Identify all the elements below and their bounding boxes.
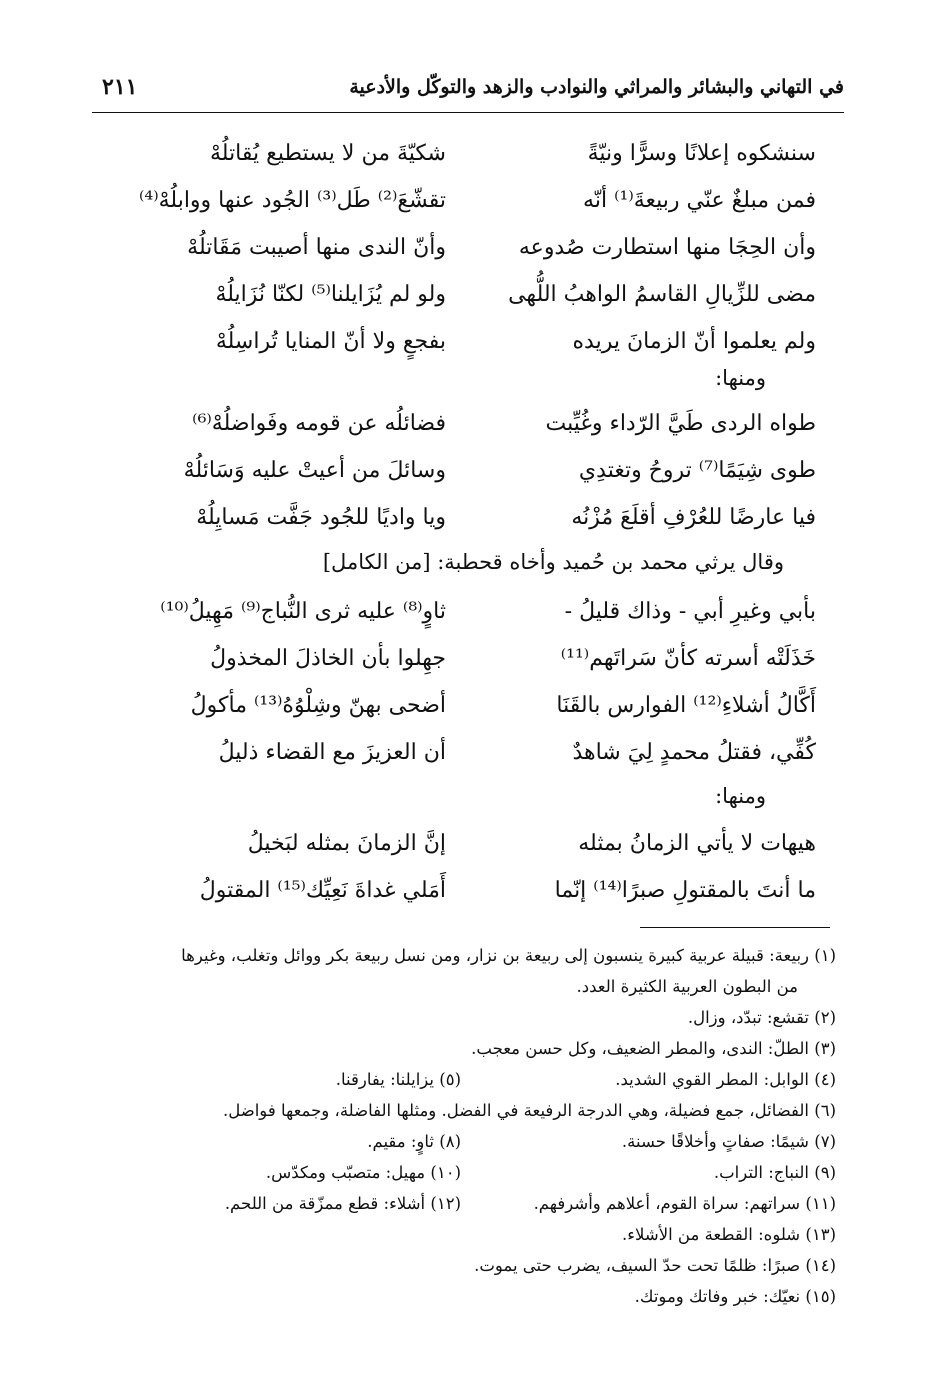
- footnote-9: (٩) النباج: التراب.: [713, 1163, 836, 1182]
- verse-second-hemistich: أَمَلي غداةَ نَعِيِّك⁽¹⁵⁾ المقتولُ: [199, 878, 446, 903]
- verse-line: [126, 731, 816, 778]
- verse-second-hemistich: فضائلُه عن قومه وفَواضلُهْ⁽⁶⁾: [192, 411, 446, 436]
- verse-line: [126, 320, 816, 367]
- verse-line: [126, 402, 816, 449]
- footnote-5: (٥) يزايلنا: يفارقنا.: [335, 1070, 461, 1089]
- verse-first-hemistich: فيا عارضًا للعُرْفِ أقلَعَ مُزْنُه: [571, 505, 816, 530]
- section-label: ومنها:: [715, 366, 766, 390]
- verse-first-hemistich: وأن الحِجَا منها استطارت صُدوعه: [518, 235, 816, 260]
- footnote-6: (٦) الفضائل، جمع فضيلة، وهي الدرجة الرفيعة في الفضل. ومثلها الفاضلة، وجمعها فواضل.: [222, 1101, 836, 1120]
- footnote-row: [96, 1126, 836, 1157]
- footnote-4: (٤) الوابل: المطر القوي الشديد.: [615, 1070, 836, 1089]
- footnote-row: [96, 1064, 836, 1095]
- footnote-row: [96, 1250, 836, 1281]
- verse-line: [126, 637, 816, 684]
- footnote-row: [96, 1157, 836, 1188]
- footnote-1-continuation: من البطون العربية الكثيرة العدد.: [576, 977, 798, 996]
- verse-line: [126, 273, 816, 320]
- verse-second-hemistich: ولو لم يُزَايلنا⁽⁵⁾ لكنّا نُزَايلُهْ: [215, 282, 446, 307]
- verse-first-hemistich: أَكَّالُ أشلاءِ⁽¹²⁾ الفوارس بالقَنَا: [556, 693, 816, 718]
- verse-first-hemistich: سنشكوه إعلانًا وسرًّا ونيّةً: [587, 141, 816, 166]
- verse-second-hemistich: شكيّةَ من لا يستطيع يُقاتلُهْ: [209, 141, 446, 166]
- footnote-13: (١٣) شلوه: القطعة من الأشلاء.: [622, 1225, 836, 1244]
- verse-first-hemistich: فمن مبلغٌ عنّي ربيعةَ⁽¹⁾ أنّه: [583, 188, 816, 213]
- footnote-row: [96, 1188, 836, 1219]
- footnote-12: (١٢) أشلاء: قطع ممزّقة من اللحم.: [224, 1194, 461, 1213]
- verse-second-hemistich: وسائلَ من أعيتْ عليه وَسَائلُهْ: [183, 458, 446, 483]
- footnote-8: (٨) ثاوٍ: مقيم.: [367, 1132, 461, 1151]
- footnote-3: (٣) الطلّ: الندى، والمطر الضعيف، وكل حسن معجب.: [471, 1039, 836, 1058]
- verse-second-hemistich: ثاوٍ⁽⁸⁾ عليه ثرى النُّباج⁽⁹⁾ مَهِيلُ⁽¹⁰⁾: [160, 599, 446, 624]
- footnote-row: [96, 1095, 836, 1126]
- footnote-11: (١١) سراتهم: سراة القوم، أعلاهم وأشرفهم.: [533, 1194, 836, 1213]
- footnote-row: [96, 1002, 836, 1033]
- verse-first-hemistich: مضى للزِّيالِ القاسمُ الواهبُ اللُّهى: [508, 282, 816, 307]
- verse-second-hemistich: وأنّ الندى منها أصيبت مَقَاتلُهْ: [187, 235, 446, 260]
- verse-first-hemistich: ولم يعلموا أنّ الزمانَ يريده: [572, 329, 816, 354]
- poem-intro: وقال يرثي محمد بن حُميد وأخاه قحطبة: [من الكامل]: [322, 550, 784, 574]
- verse-first-hemistich: بأبي وغيرِ أبي - وذاك قليلُ -: [564, 599, 816, 624]
- verse-first-hemistich: خَذَلَتْه أسرته كأنّ سَراتَهم⁽¹¹⁾: [560, 646, 816, 671]
- footnote-14: (١٤) صبرًا: ظلمًا تحت حدّ السيف، يضرب حتى يموت.: [474, 1256, 836, 1275]
- verse-line: [126, 684, 816, 731]
- verse-first-hemistich: هيهات لا يأتي الزمانُ بمثله: [578, 831, 816, 856]
- verse-second-hemistich: جهِلوا بأن الخاذلَ المخذولُ: [210, 646, 446, 671]
- footnote-15: (١٥) نعيّك: خبر وفاتك وموتك.: [634, 1287, 836, 1306]
- stanza-2: [126, 402, 816, 543]
- section-label: ومنها:: [715, 784, 766, 808]
- verse-line: [126, 179, 816, 226]
- footnote-row: [96, 971, 836, 1002]
- footnote-row: [96, 940, 836, 971]
- verse-second-hemistich: بفجعٍ ولا أنّ المنايا تُراسِلُهْ: [215, 329, 446, 354]
- verse-second-hemistich: تقشّعَ⁽²⁾ طَل⁽³⁾ الجُود عنها ووابلُهْ⁽⁴⁾: [138, 188, 446, 213]
- verse-second-hemistich: أن العزيزَ مع القضاء ذليلُ: [218, 740, 446, 765]
- verse-second-hemistich: ويا واديًا للجُود جَفَّت مَسايِلُهْ: [196, 505, 446, 530]
- footnote-2: (٢) تقشع: تبدّد، وزال.: [687, 1008, 836, 1027]
- stanza-3: [126, 590, 816, 778]
- footnotes: [96, 940, 836, 1312]
- footnote-1: (١) ربيعة: قبيلة عربية كبيرة ينسبون إلى ربيعة بن نزار، ومن نسل ربيعة بكر ووائل وتغلب، وغيرها: [181, 946, 836, 965]
- footnote-row: [96, 1219, 836, 1250]
- verse-line: [126, 226, 816, 273]
- stanza-1: [126, 132, 816, 367]
- verse-line: [126, 869, 816, 916]
- verse-line: [126, 590, 816, 637]
- footnote-separator: [640, 927, 830, 928]
- footnote-10: (١٠) مهيل: متصبّب ومكدّس.: [265, 1163, 461, 1182]
- footnote-7: (٧) شيمًا: صفاتٍ وأخلاقًا حسنة.: [621, 1132, 836, 1151]
- verse-first-hemistich: ما أنتَ بالمقتولِ صبرًا⁽¹⁴⁾ إنّما: [554, 878, 816, 903]
- verse-line: [126, 132, 816, 179]
- page-number: ٢١١: [102, 74, 138, 100]
- verse-second-hemistich: أضحى بهنّ وشِلْوُهُ⁽¹³⁾ مأكولُ: [190, 693, 446, 718]
- page-header: [92, 72, 844, 113]
- verse-line: [126, 496, 816, 543]
- footnote-row: [96, 1281, 836, 1312]
- verse-line: [126, 822, 816, 869]
- verse-first-hemistich: كُفِّي، فقتلُ محمدٍ لِيَ شاهدٌ: [572, 740, 816, 765]
- verse-first-hemistich: طواه الردى طَيَّ الرّداء وغُيِّبت: [545, 411, 816, 436]
- verse-first-hemistich: طوى شِيَمًا⁽⁷⁾ تروحُ وتغتدِي: [578, 458, 816, 483]
- running-title: في التهاني والبشائر والمراثي والنوادب والزهد والتوكّل والأدعية: [349, 76, 844, 98]
- footnote-row: [96, 1033, 836, 1064]
- verse-second-hemistich: إنَّ الزمانَ بمثله لبَخيلُ: [247, 831, 446, 856]
- verse-line: [126, 449, 816, 496]
- stanza-4: [126, 822, 816, 916]
